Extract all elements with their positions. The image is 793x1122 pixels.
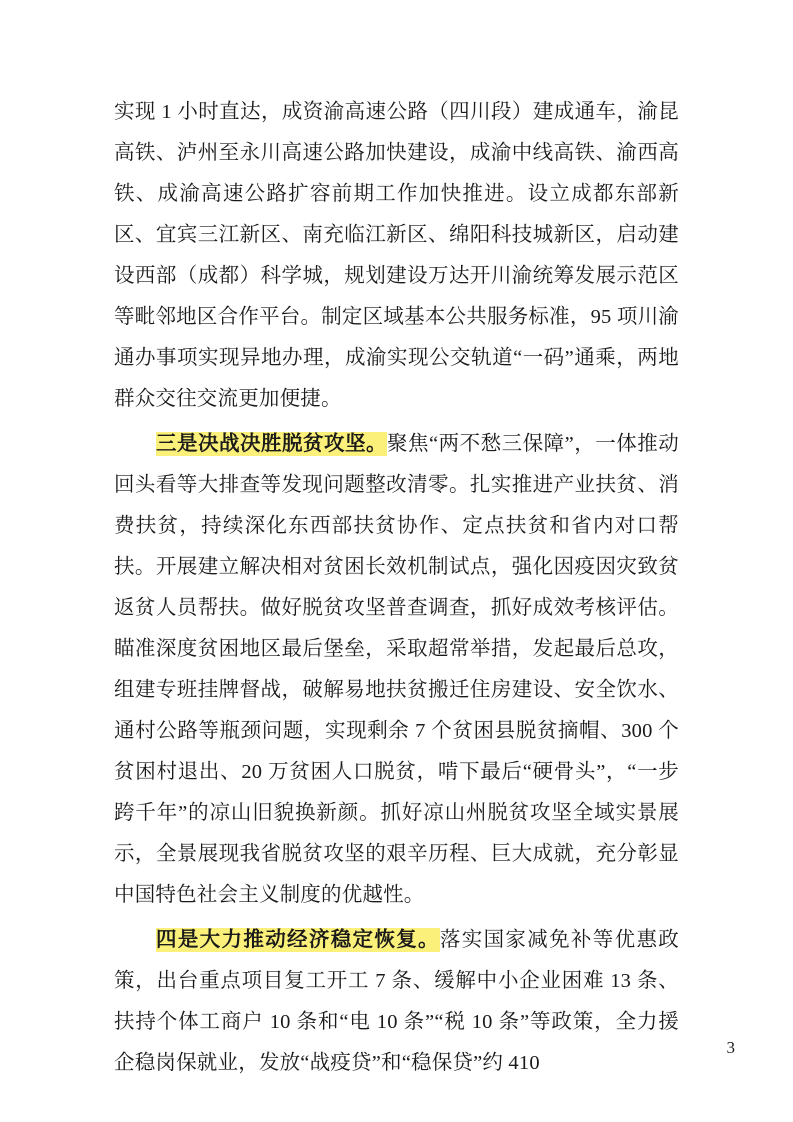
highlighted-heading-run: 三是决战决胜脱贫攻坚。 bbox=[156, 433, 388, 455]
paragraph-text-run: 实现 1 小时直达，成资渝高速公路（四川段）建成通车，渝昆高铁、泸州至永川高速公路加快建设，成渝中线高铁、渝西高铁、成渝高速公路扩容前期工作加快推进。设立成都东部新区、宜宾三江新区、南充临江新区、绵阳科技城新区，启动建设西部（成都）科学城，规划建设万达开川渝统筹发展示范区等毗邻地区合作平台。制定区域基本公共服务标准，95 项川渝通办事项实现异地办理，成渝实现公交轨道“一码”通乘，两地群众交往交流更加便捷。 bbox=[114, 101, 679, 410]
document-body bbox=[114, 92, 679, 1084]
paragraph bbox=[114, 920, 679, 1084]
highlighted-heading-run: 四是大力推动经济稳定恢复。 bbox=[156, 929, 440, 951]
page-number: 3 bbox=[726, 1038, 735, 1057]
paragraph-text-run: 聚焦“两不愁三保障”，一体推动回头看等大排查等发现问题整改清零。扎实推进产业扶贫、消费扶贫，持续深化东西部扶贫协作、定点扶贫和省内对口帮扶。开展建立解决相对贫困长效机制试点，强化因疫因灾致贫返贫人员帮扶。做好脱贫攻坚普查调查，抓好成效考核评估。瞄准深度贫困地区最后堡垒，采取超常举措，发起最后总攻，组建专班挂牌督战，破解易地扶贫搬迁住房建设、安全饮水、通村公路等瓶颈问题，实现剩余 7 个贫困县脱贫摘帽、300 个贫困村退出、20 万贫困人口脱贫，啃下最后“硬骨头”，“一步跨千年”的凉山旧貌换新颜。抓好凉山州脱贫攻坚全域实景展示，全景展现我省脱贫攻坚的艰辛历程、巨大成就，充分彰显中国特色社会主义制度的优越性。 bbox=[114, 433, 679, 906]
paragraph bbox=[114, 424, 679, 916]
paragraph bbox=[114, 92, 679, 420]
paragraph-text-run: 落实国家减免补等优惠政策，出台重点项目复工开工 7 条、缓解中小企业困难 13 条、扶持个体工商户 10 条和“电 10 条”“税 10 条”等政策，全力援企稳岗保就业，发放“战疫贷”和“稳保贷”约 410 bbox=[114, 929, 679, 1074]
